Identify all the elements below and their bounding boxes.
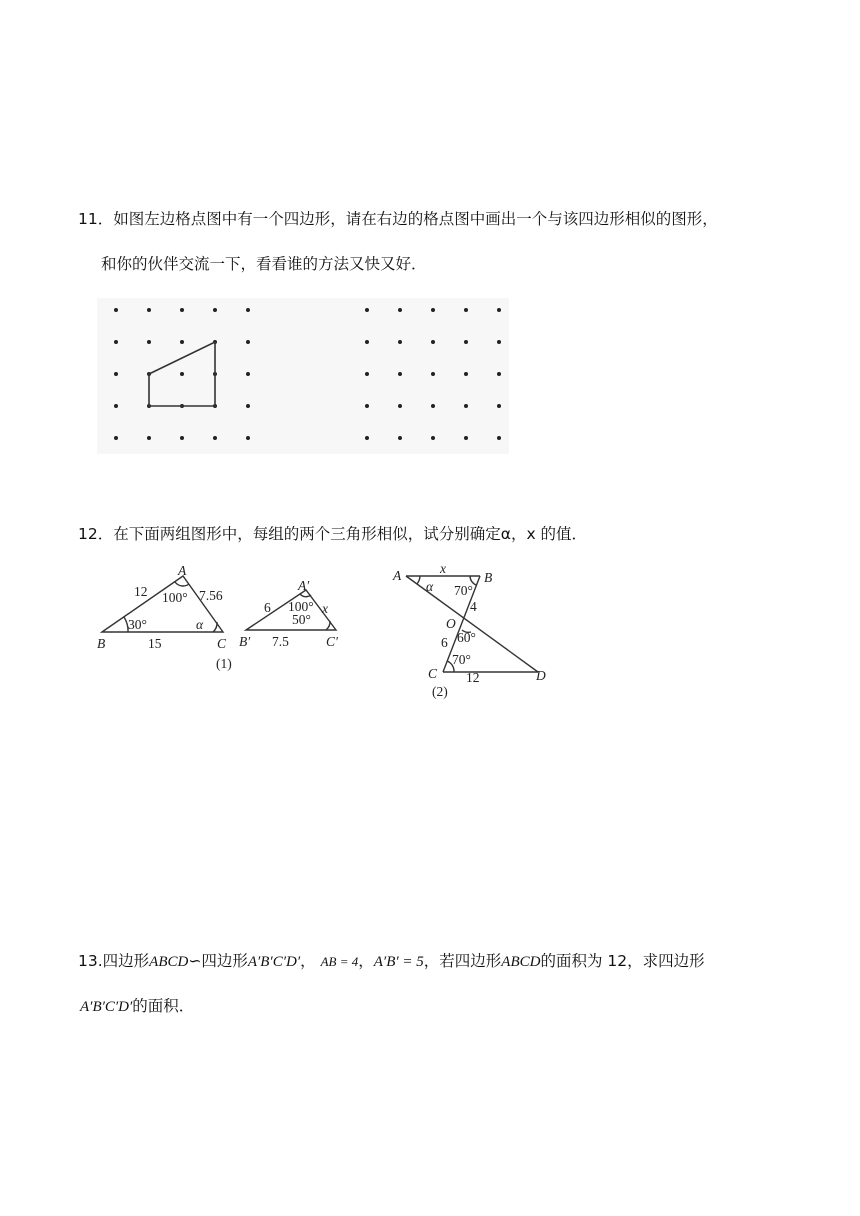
triangles-figure: [90, 560, 580, 710]
right-grid-dot: [431, 372, 435, 376]
side-ac-label: 7.56: [199, 588, 223, 603]
right-grid-dot: [497, 404, 501, 408]
label-A: A: [178, 563, 187, 578]
side-ab2-label: x: [440, 561, 446, 576]
q13-t4: ，: [358, 952, 374, 970]
label-Cprime: C′: [326, 634, 338, 649]
right-grid-dot: [464, 340, 468, 344]
right-grid-dot: [398, 372, 402, 376]
right-grid-dot: [365, 404, 369, 408]
angle-aprime-label: 100°: [288, 599, 314, 614]
left-grid-dot: [114, 308, 118, 312]
right-grid-dot: [365, 308, 369, 312]
right-grid-dot: [431, 436, 435, 440]
right-grid-dot: [464, 436, 468, 440]
grid-dots: [114, 308, 501, 440]
q13-t7: 的面积．: [132, 997, 195, 1015]
q13-text-line2: [80, 996, 194, 1017]
right-grid-dot: [398, 340, 402, 344]
q13-m5: ABCD: [501, 954, 541, 970]
label-B2: B: [484, 570, 493, 585]
side-cd2-label: 12: [466, 670, 480, 685]
side-apbp-label: 6: [264, 600, 271, 615]
side-bc-label: 15: [148, 636, 162, 651]
side-oc2-label: 6: [441, 635, 448, 650]
angle-b2-label: 70°: [454, 583, 473, 598]
right-grid-dot: [365, 436, 369, 440]
q11-text-line2: 和你的伙伴交流一下，看看谁的方法又快又好．: [101, 255, 427, 273]
left-grid-dot: [180, 372, 184, 376]
left-grid-dot: [147, 308, 151, 312]
q13-text-line1: [78, 951, 705, 972]
label-A2: A: [393, 568, 402, 583]
q12-text: 12．在下面两组图形中，每组的两个三角形相似，试分别确定α，x 的值．: [78, 525, 588, 543]
left-grid-dot: [213, 308, 217, 312]
right-grid-dot: [464, 372, 468, 376]
q13-m3: AB = 4: [320, 954, 359, 969]
right-grid-dot: [398, 436, 402, 440]
right-grid-dot: [497, 436, 501, 440]
right-grid-dot: [398, 404, 402, 408]
left-grid-dot: [246, 308, 250, 312]
q11-text-line1: 11．如图左边格点图中有一个四边形，请在右边的格点图中画出一个与该四边形相似的图形，: [78, 210, 718, 228]
q13-t3: ，: [300, 952, 316, 970]
angle-o2-label: 60°: [457, 630, 476, 645]
right-grid-dot: [431, 404, 435, 408]
dot-grid-svg: [97, 298, 509, 454]
angle-c2-label: 70°: [452, 652, 471, 667]
q13-m2: A′B′C′D′: [247, 954, 301, 970]
left-grid-dot: [114, 404, 118, 408]
right-grid-dot: [497, 340, 501, 344]
left-grid-dot: [147, 340, 151, 344]
q13-m4: A′B′ = 5: [373, 954, 424, 970]
label-B: B: [97, 636, 106, 651]
right-grid-dot: [464, 308, 468, 312]
q13-t6: 的面积为 12，求四边形: [540, 952, 705, 970]
left-grid-dot: [180, 340, 184, 344]
angle-b-label: 30°: [128, 617, 147, 632]
label-O2: O: [446, 616, 456, 631]
side-apcp-label: x: [322, 601, 328, 616]
label-D2: D: [536, 668, 546, 683]
q13-t1: 13.四边形: [78, 952, 150, 970]
left-grid-dot: [114, 436, 118, 440]
left-grid-dot: [246, 404, 250, 408]
dot-grid-figure: [97, 298, 509, 454]
right-grid-dot: [398, 308, 402, 312]
q13-t5: ，若四边形: [423, 952, 502, 970]
left-grid-dot: [246, 340, 250, 344]
right-grid-dot: [365, 340, 369, 344]
angle-a-label: 100°: [162, 590, 188, 605]
q13-m6: A′B′C′D′: [80, 999, 133, 1015]
right-grid-dot: [431, 308, 435, 312]
label-Aprime: A′: [298, 578, 310, 593]
angle-c-label: α: [196, 617, 204, 632]
label-C2: C: [428, 666, 438, 681]
left-grid-dot: [114, 340, 118, 344]
left-grid-dot: [213, 436, 217, 440]
caption-fig1: (1): [216, 656, 232, 671]
angle-a2-label: α: [426, 579, 434, 594]
label-Bprime: B′: [239, 634, 251, 649]
left-grid-dot: [246, 436, 250, 440]
right-grid-dot: [431, 340, 435, 344]
angle-cprime-label: 50°: [292, 612, 311, 627]
side-ob2-label: 4: [470, 599, 477, 614]
side-ab-label: 12: [134, 584, 148, 599]
caption-fig2: (2): [432, 684, 448, 699]
left-grid-dot: [180, 436, 184, 440]
left-grid-dot: [180, 308, 184, 312]
left-grid-dot: [114, 372, 118, 376]
side-bpcp-label: 7.5: [272, 634, 289, 649]
right-grid-dot: [365, 372, 369, 376]
right-grid-dot: [497, 372, 501, 376]
q13-t2: ∽四边形: [188, 952, 248, 970]
left-grid-dot: [246, 372, 250, 376]
left-grid-dot: [147, 436, 151, 440]
right-grid-dot: [497, 308, 501, 312]
q13-m1: ABCD: [149, 954, 189, 970]
right-grid-dot: [464, 404, 468, 408]
label-C: C: [217, 636, 227, 651]
